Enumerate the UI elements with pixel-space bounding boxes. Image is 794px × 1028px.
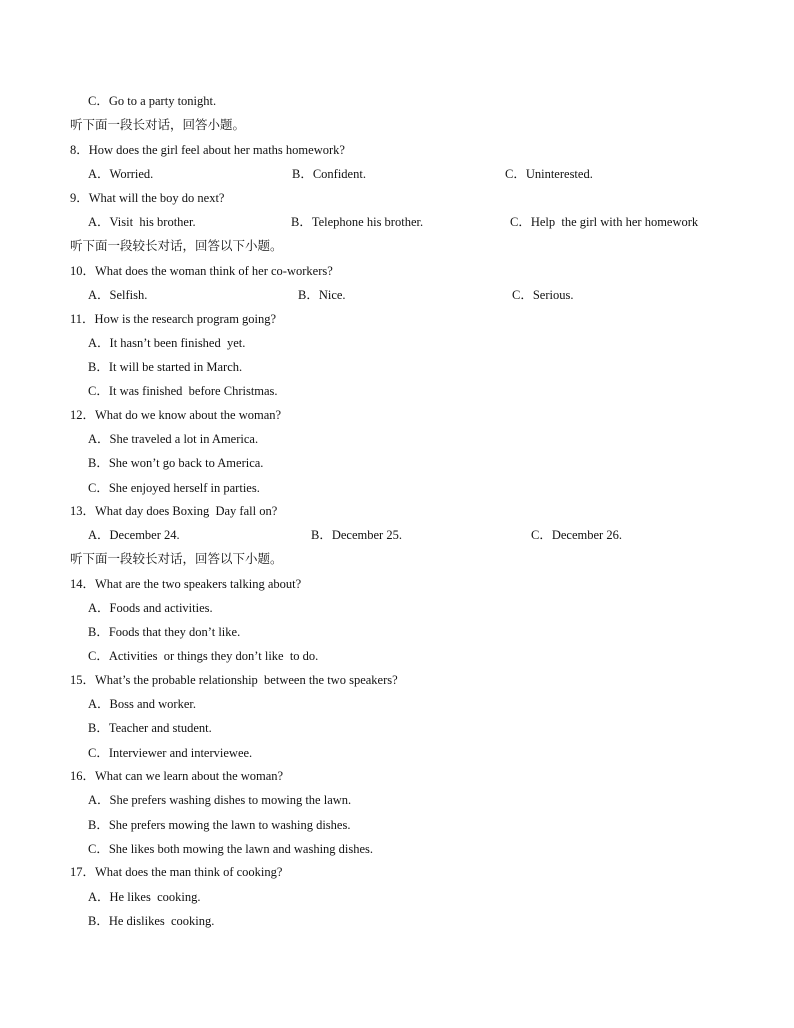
question-16: 16．What can we learn about the woman? [70, 769, 284, 783]
option-b-q8: B．Confident. [292, 167, 366, 181]
option-c-q8: C．Uninterested. [505, 167, 593, 181]
question-13: 13．What day does Boxing Day fall on? [70, 504, 278, 518]
option-a-q8: A．Worried. [88, 167, 154, 181]
option-b-q11: B．It will be started in March. [88, 360, 243, 374]
question-14: 14．What are the two speakers talking about? [70, 577, 302, 591]
option-b-q9: B．Telephone his brother. [291, 215, 424, 229]
option-c-q7: C．Go to a party tonight. [88, 94, 217, 108]
option-b-q13: B．December 25. [311, 528, 402, 542]
option-b-q16: B．She prefers mowing the lawn to washing dishes. [88, 818, 351, 832]
option-a-q10: A．Selfish. [88, 288, 148, 302]
option-c-q11: C．It was finished before Christmas. [88, 384, 278, 398]
option-a-q15: A．Boss and worker. [88, 697, 196, 711]
section-heading: 听下面一段长对话，回答小题。 [70, 117, 246, 132]
option-a-q9: A．Visit his brother. [88, 215, 196, 229]
section-heading: 听下面一段较长对话，回答以下小题。 [70, 238, 283, 253]
option-c-q10: C．Serious. [512, 288, 574, 302]
option-c-q12: C．She enjoyed herself in parties. [88, 481, 260, 495]
question-8: 8．How does the girl feel about her maths homework? [70, 143, 345, 157]
option-a-q13: A．December 24. [88, 528, 180, 542]
option-c-q15: C．Interviewer and interviewee. [88, 746, 253, 760]
question-15: 15．What’s the probable relationship between the two speakers? [70, 673, 398, 687]
option-b-q10: B．Nice. [298, 288, 346, 302]
option-a-q16: A．She prefers washing dishes to mowing the lawn. [88, 793, 352, 807]
section-heading: 听下面一段较长对话，回答以下小题。 [70, 551, 283, 566]
option-a-q12: A．She traveled a lot in America. [88, 432, 259, 446]
option-c-q16: C．She likes both mowing the lawn and washing dishes. [88, 842, 374, 856]
option-a-q14: A．Foods and activities. [88, 601, 213, 615]
option-c-q14: C．Activities or things they don’t like to do. [88, 649, 319, 663]
option-b-q14: B．Foods that they don’t like. [88, 625, 241, 639]
option-a-q17: A．He likes cooking. [88, 890, 201, 904]
option-c-q9: C．Help the girl with her homework [510, 215, 699, 229]
option-a-q11: A．It hasn’t been finished yet. [88, 336, 246, 350]
option-c-q13: C．December 26. [531, 528, 622, 542]
question-10: 10．What does the woman think of her co-workers? [70, 264, 333, 278]
question-9: 9．What will the boy do next? [70, 191, 225, 205]
question-12: 12．What do we know about the woman? [70, 408, 282, 422]
option-b-q12: B．She won’t go back to America. [88, 456, 264, 470]
option-b-q17: B．He dislikes cooking. [88, 914, 215, 928]
question-11: 11．How is the research program going? [70, 312, 277, 326]
option-b-q15: B．Teacher and student. [88, 721, 212, 735]
question-17: 17．What does the man think of cooking? [70, 865, 283, 879]
